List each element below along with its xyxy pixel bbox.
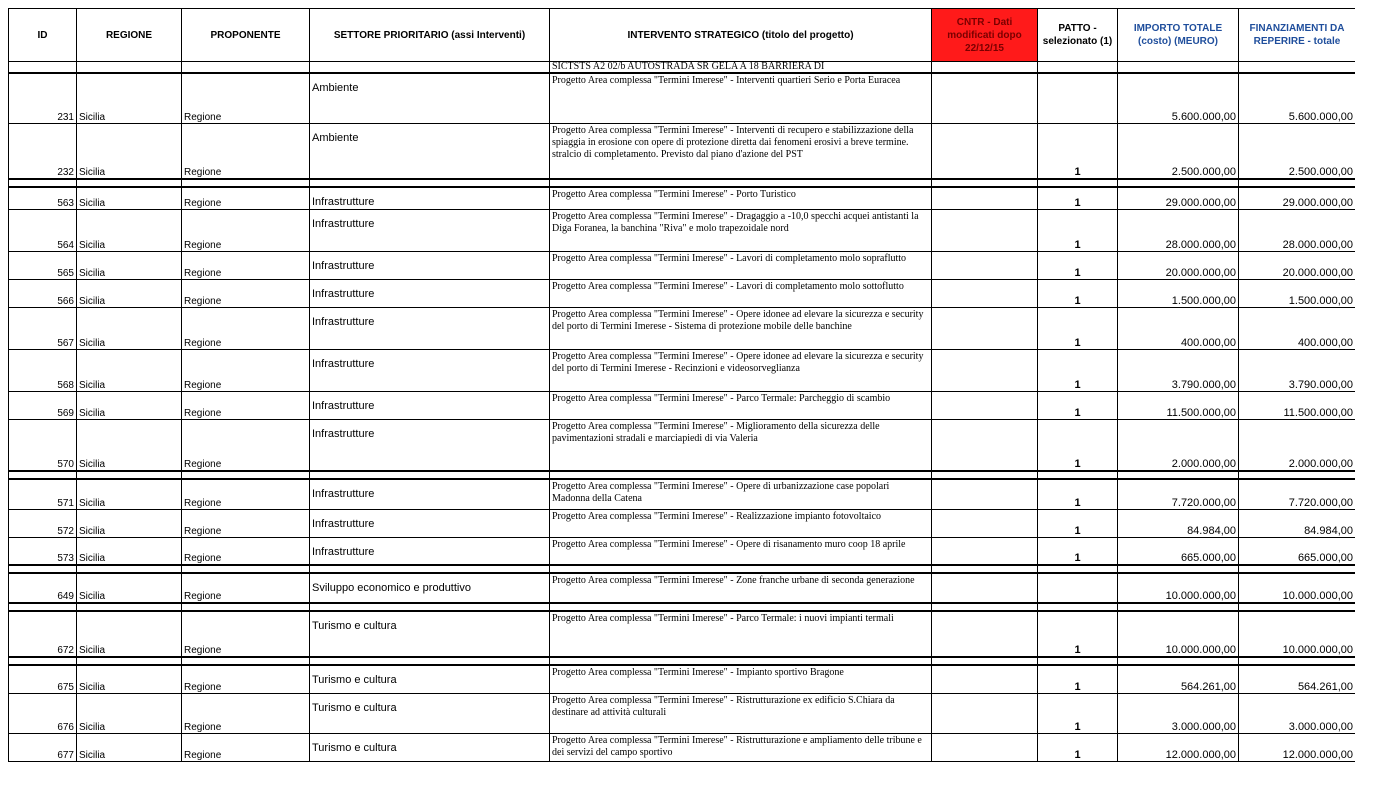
table-row xyxy=(9,573,1356,603)
row-regione[interactable]: Sicilia xyxy=(77,349,182,391)
row-cntr[interactable] xyxy=(932,391,1038,419)
row-titolo[interactable]: Progetto Area complessa "Termini Imerese" - Ristrutturazione ex edificio S.Chiara da destinare ad attività culturali xyxy=(550,693,932,733)
row-settore[interactable]: Infrastrutture xyxy=(310,187,550,209)
separator-cell xyxy=(932,471,1038,479)
separator-cell xyxy=(1038,471,1118,479)
row-cntr[interactable] xyxy=(932,509,1038,537)
row-separator xyxy=(9,657,1356,665)
row-id[interactable]: 564 xyxy=(9,209,77,251)
row-importo[interactable]: 10.000.000,00 xyxy=(1118,611,1239,657)
separator-cell xyxy=(1038,657,1118,665)
separator-cell xyxy=(182,565,310,573)
separator-cell xyxy=(1118,179,1239,187)
separator-cell xyxy=(1118,471,1239,479)
row-settore[interactable]: Infrastrutture xyxy=(310,391,550,419)
row-importo[interactable]: 10.000.000,00 xyxy=(1118,573,1239,603)
cell[interactable] xyxy=(77,62,182,74)
row-regione[interactable]: Sicilia xyxy=(77,693,182,733)
row-titolo[interactable]: Progetto Area complessa "Termini Imerese" - Parco Termale: i nuovi impianti termali xyxy=(550,611,932,657)
row-titolo[interactable]: Progetto Area complessa "Termini Imerese" - Zone franche urbane di seconda generazione xyxy=(550,573,932,603)
row-id[interactable]: 672 xyxy=(9,611,77,657)
cell[interactable] xyxy=(932,62,1038,74)
row-finanziamenti[interactable]: 84.984,00 xyxy=(1239,509,1356,537)
spreadsheet xyxy=(8,8,1355,798)
separator-cell xyxy=(1038,179,1118,187)
separator-cell xyxy=(310,657,550,665)
row-regione[interactable]: Sicilia xyxy=(77,209,182,251)
row-separator xyxy=(9,565,1356,573)
row-settore[interactable]: Infrastrutture xyxy=(310,279,550,307)
row-regione[interactable]: Sicilia xyxy=(77,733,182,761)
row-importo[interactable]: 11.500.000,00 xyxy=(1118,391,1239,419)
row-titolo[interactable]: Progetto Area complessa "Termini Imerese" - Opere di urbanizzazione case popolari Madonna della Catena xyxy=(550,479,932,509)
row-titolo[interactable]: Progetto Area complessa "Termini Imerese" - Opere idonee ad elevare la sicurezza e security del porto di Termini Imerese - Recinzioni e videosorveglianza xyxy=(550,349,932,391)
cell[interactable] xyxy=(1118,62,1239,74)
row-finanziamenti[interactable]: 7.720.000,00 xyxy=(1239,479,1356,509)
header-importo[interactable]: IMPORTO TOTALE (costo) (MEURO) xyxy=(1118,9,1239,62)
table-row xyxy=(9,693,1356,733)
row-regione[interactable]: Sicilia xyxy=(77,251,182,279)
row-regione[interactable]: Sicilia xyxy=(77,419,182,471)
separator-cell xyxy=(550,471,932,479)
row-patto[interactable]: 1 xyxy=(1038,187,1118,209)
row-proponente[interactable]: Regione xyxy=(182,123,310,179)
partial-row-text[interactable]: SICTSTS A2 02/b AUTOSTRADA SR GELA A 18 BARRIERA DI xyxy=(550,62,932,74)
cell[interactable] xyxy=(1239,62,1356,74)
row-patto[interactable] xyxy=(1038,73,1118,123)
row-regione[interactable]: Sicilia xyxy=(77,73,182,123)
row-cntr[interactable] xyxy=(932,733,1038,761)
row-settore[interactable]: Infrastrutture xyxy=(310,537,550,565)
separator-cell xyxy=(9,179,77,187)
row-patto[interactable]: 1 xyxy=(1038,509,1118,537)
separator-cell xyxy=(1239,565,1356,573)
row-proponente[interactable]: Regione xyxy=(182,537,310,565)
row-id[interactable]: 571 xyxy=(9,479,77,509)
row-settore[interactable]: Infrastrutture xyxy=(310,479,550,509)
row-finanziamenti[interactable]: 10.000.000,00 xyxy=(1239,611,1356,657)
row-proponente[interactable]: Regione xyxy=(182,349,310,391)
row-id[interactable]: 572 xyxy=(9,509,77,537)
row-proponente[interactable]: Regione xyxy=(182,251,310,279)
row-id[interactable]: 676 xyxy=(9,693,77,733)
row-importo[interactable]: 20.000.000,00 xyxy=(1118,251,1239,279)
separator-cell xyxy=(1118,657,1239,665)
table-row xyxy=(9,509,1356,537)
row-regione[interactable]: Sicilia xyxy=(77,279,182,307)
row-titolo[interactable]: Progetto Area complessa "Termini Imerese" - Impianto sportivo Bragone xyxy=(550,665,932,693)
table-row xyxy=(9,123,1356,179)
row-titolo[interactable]: Progetto Area complessa "Termini Imerese" - Parco Termale: Parcheggio di scambio xyxy=(550,391,932,419)
cell[interactable] xyxy=(182,62,310,74)
header-finanziamenti[interactable]: FINANZIAMENTI DA REPERIRE - totale xyxy=(1239,9,1356,62)
separator-cell xyxy=(310,179,550,187)
row-cntr[interactable] xyxy=(932,279,1038,307)
row-patto[interactable]: 1 xyxy=(1038,251,1118,279)
row-id[interactable]: 567 xyxy=(9,307,77,349)
row-importo[interactable]: 1.500.000,00 xyxy=(1118,279,1239,307)
table-row xyxy=(9,73,1356,123)
row-proponente[interactable]: Regione xyxy=(182,391,310,419)
row-separator xyxy=(9,471,1356,479)
separator-cell xyxy=(310,471,550,479)
row-patto[interactable]: 1 xyxy=(1038,733,1118,761)
header-cntr[interactable]: CNTR - Dati modificati dopo 22/12/15 xyxy=(932,9,1038,62)
row-cntr[interactable] xyxy=(932,307,1038,349)
row-settore[interactable]: Ambiente xyxy=(310,123,550,179)
row-separator xyxy=(9,179,1356,187)
row-settore[interactable]: Infrastrutture xyxy=(310,419,550,471)
table-row xyxy=(9,537,1356,565)
separator-cell xyxy=(310,565,550,573)
row-cntr[interactable] xyxy=(932,611,1038,657)
row-settore[interactable]: Turismo e cultura xyxy=(310,665,550,693)
row-cntr[interactable] xyxy=(932,349,1038,391)
row-proponente[interactable]: Regione xyxy=(182,279,310,307)
row-patto[interactable]: 1 xyxy=(1038,391,1118,419)
row-proponente[interactable]: Regione xyxy=(182,419,310,471)
row-id[interactable]: 573 xyxy=(9,537,77,565)
row-settore[interactable]: Turismo e cultura xyxy=(310,733,550,761)
row-titolo[interactable]: Progetto Area complessa "Termini Imerese" - Opere idonee ad elevare la sicurezza e security del porto di Termini Imerese - Sistema di protezione mobile delle banchine xyxy=(550,307,932,349)
row-regione[interactable]: Sicilia xyxy=(77,123,182,179)
row-id[interactable]: 566 xyxy=(9,279,77,307)
row-proponente[interactable]: Regione xyxy=(182,73,310,123)
header-intervento[interactable]: INTERVENTO STRATEGICO (titolo del progetto) xyxy=(550,9,932,62)
row-regione[interactable]: Sicilia xyxy=(77,479,182,509)
row-regione[interactable]: Sicilia xyxy=(77,307,182,349)
table-row xyxy=(9,665,1356,693)
cell[interactable] xyxy=(310,62,550,74)
separator-cell xyxy=(1118,565,1239,573)
row-id[interactable]: 649 xyxy=(9,573,77,603)
table-row xyxy=(9,479,1356,509)
header-proponente[interactable]: PROPONENTE xyxy=(182,9,310,62)
cell[interactable] xyxy=(9,62,77,74)
row-finanziamenti[interactable]: 1.500.000,00 xyxy=(1239,279,1356,307)
separator-cell xyxy=(932,603,1038,611)
row-proponente[interactable]: Regione xyxy=(182,187,310,209)
separator-cell xyxy=(550,657,932,665)
separator-cell xyxy=(550,565,932,573)
row-regione[interactable]: Sicilia xyxy=(77,509,182,537)
row-cntr[interactable] xyxy=(932,665,1038,693)
row-patto[interactable]: 1 xyxy=(1038,279,1118,307)
separator-cell xyxy=(1038,603,1118,611)
row-patto[interactable]: 1 xyxy=(1038,209,1118,251)
separator-cell xyxy=(182,471,310,479)
separator-cell xyxy=(182,657,310,665)
row-patto[interactable]: 1 xyxy=(1038,537,1118,565)
row-id[interactable]: 677 xyxy=(9,733,77,761)
row-proponente[interactable]: Regione xyxy=(182,693,310,733)
row-proponente[interactable]: Regione xyxy=(182,611,310,657)
separator-cell xyxy=(182,603,310,611)
row-id[interactable]: 232 xyxy=(9,123,77,179)
separator-cell xyxy=(932,179,1038,187)
separator-cell xyxy=(9,603,77,611)
table-row xyxy=(9,251,1356,279)
row-importo[interactable]: 3.000.000,00 xyxy=(1118,693,1239,733)
table-row xyxy=(9,307,1356,349)
row-proponente[interactable]: Regione xyxy=(182,479,310,509)
separator-cell xyxy=(9,657,77,665)
row-regione[interactable]: Sicilia xyxy=(77,573,182,603)
row-proponente[interactable]: Regione xyxy=(182,209,310,251)
row-finanziamenti[interactable]: 28.000.000,00 xyxy=(1239,209,1356,251)
cell[interactable] xyxy=(1038,62,1118,74)
row-finanziamenti[interactable]: 2.000.000,00 xyxy=(1239,419,1356,471)
table-row xyxy=(9,733,1356,761)
row-settore[interactable]: Infrastrutture xyxy=(310,209,550,251)
row-id[interactable]: 675 xyxy=(9,665,77,693)
table-row xyxy=(9,279,1356,307)
row-settore[interactable]: Sviluppo economico e produttivo xyxy=(310,573,550,603)
separator-cell xyxy=(182,179,310,187)
row-settore[interactable]: Infrastrutture xyxy=(310,349,550,391)
row-cntr[interactable] xyxy=(932,123,1038,179)
row-settore[interactable]: Infrastrutture xyxy=(310,307,550,349)
row-finanziamenti[interactable]: 29.000.000,00 xyxy=(1239,187,1356,209)
row-proponente[interactable]: Regione xyxy=(182,573,310,603)
row-finanziamenti[interactable]: 564.261,00 xyxy=(1239,665,1356,693)
row-finanziamenti[interactable]: 665.000,00 xyxy=(1239,537,1356,565)
row-patto[interactable]: 1 xyxy=(1038,419,1118,471)
row-titolo[interactable]: Progetto Area complessa "Termini Imerese" - Interventi quartieri Serio e Porta Euracea xyxy=(550,73,932,123)
row-cntr[interactable] xyxy=(932,209,1038,251)
row-id[interactable]: 563 xyxy=(9,187,77,209)
row-titolo[interactable]: Progetto Area complessa "Termini Imerese" - Realizzazione impianto fotovoltaico xyxy=(550,509,932,537)
table-row xyxy=(9,187,1356,209)
row-titolo[interactable]: Progetto Area complessa "Termini Imerese" - Dragaggio a -10,0 specchi acquei antistanti la Diga Foranea, la banchina "Riva" e molo trapezoidale nord xyxy=(550,209,932,251)
header-row xyxy=(9,9,1356,62)
header-patto[interactable]: PATTO - selezionato (1) xyxy=(1038,9,1118,62)
row-importo[interactable]: 2.000.000,00 xyxy=(1118,419,1239,471)
row-patto[interactable]: 1 xyxy=(1038,611,1118,657)
row-importo[interactable]: 400.000,00 xyxy=(1118,307,1239,349)
row-cntr[interactable] xyxy=(932,73,1038,123)
row-finanziamenti[interactable]: 3.000.000,00 xyxy=(1239,693,1356,733)
separator-cell xyxy=(77,179,182,187)
separator-cell xyxy=(1239,179,1356,187)
separator-cell xyxy=(9,471,77,479)
header-id[interactable]: ID xyxy=(9,9,77,62)
row-proponente[interactable]: Regione xyxy=(182,733,310,761)
row-patto[interactable]: 1 xyxy=(1038,693,1118,733)
row-id[interactable]: 570 xyxy=(9,419,77,471)
separator-cell xyxy=(1118,603,1239,611)
row-importo[interactable]: 29.000.000,00 xyxy=(1118,187,1239,209)
row-finanziamenti[interactable]: 11.500.000,00 xyxy=(1239,391,1356,419)
separator-cell xyxy=(1239,657,1356,665)
separator-cell xyxy=(1239,603,1356,611)
row-cntr[interactable] xyxy=(932,537,1038,565)
row-finanziamenti[interactable]: 5.600.000,00 xyxy=(1239,73,1356,123)
row-finanziamenti[interactable]: 3.790.000,00 xyxy=(1239,349,1356,391)
row-importo[interactable]: 3.790.000,00 xyxy=(1118,349,1239,391)
separator-cell xyxy=(550,603,932,611)
row-titolo[interactable]: Progetto Area complessa "Termini Imerese" - Lavori di completamento molo sopraflutto xyxy=(550,251,932,279)
row-cntr[interactable] xyxy=(932,479,1038,509)
row-titolo[interactable]: Progetto Area complessa "Termini Imerese" - Opere di risanamento muro coop 18 aprile xyxy=(550,537,932,565)
row-regione[interactable]: Sicilia xyxy=(77,665,182,693)
row-settore[interactable]: Infrastrutture xyxy=(310,509,550,537)
row-patto[interactable]: 1 xyxy=(1038,123,1118,179)
row-patto[interactable]: 1 xyxy=(1038,307,1118,349)
row-finanziamenti[interactable]: 2.500.000,00 xyxy=(1239,123,1356,179)
row-regione[interactable]: Sicilia xyxy=(77,391,182,419)
header-settore[interactable]: SETTORE PRIORITARIO (assi Interventi) xyxy=(310,9,550,62)
row-cntr[interactable] xyxy=(932,573,1038,603)
row-cntr[interactable] xyxy=(932,693,1038,733)
row-finanziamenti[interactable]: 400.000,00 xyxy=(1239,307,1356,349)
row-importo[interactable]: 665.000,00 xyxy=(1118,537,1239,565)
row-id[interactable]: 569 xyxy=(9,391,77,419)
row-id[interactable]: 568 xyxy=(9,349,77,391)
row-titolo[interactable]: Progetto Area complessa "Termini Imerese" - Ristrutturazione e ampliamento delle tribune e dei servizi del campo sportivo xyxy=(550,733,932,761)
row-titolo[interactable]: Progetto Area complessa "Termini Imerese" - Lavori di completamento molo sottoflutto xyxy=(550,279,932,307)
row-finanziamenti[interactable]: 10.000.000,00 xyxy=(1239,573,1356,603)
row-cntr[interactable] xyxy=(932,419,1038,471)
table-row xyxy=(9,611,1356,657)
row-importo[interactable]: 564.261,00 xyxy=(1118,665,1239,693)
row-id[interactable]: 231 xyxy=(9,73,77,123)
row-settore[interactable]: Infrastrutture xyxy=(310,251,550,279)
row-patto[interactable] xyxy=(1038,573,1118,603)
row-titolo[interactable]: Progetto Area complessa "Termini Imerese" - Porto Turistico xyxy=(550,187,932,209)
row-finanziamenti[interactable]: 12.000.000,00 xyxy=(1239,733,1356,761)
row-titolo[interactable]: Progetto Area complessa "Termini Imerese" - Interventi di recupero e stabilizzazione della spiaggia in erosione con opere di protezione diretta dai fenomeni erosivi a breve termine. stralcio di completamento. Previsto dal piano d'azione del PST xyxy=(550,123,932,179)
separator-cell xyxy=(77,565,182,573)
row-importo[interactable]: 84.984,00 xyxy=(1118,509,1239,537)
row-settore[interactable]: Turismo e cultura xyxy=(310,693,550,733)
row-proponente[interactable]: Regione xyxy=(182,509,310,537)
row-regione[interactable]: Sicilia xyxy=(77,611,182,657)
row-regione[interactable]: Sicilia xyxy=(77,187,182,209)
row-proponente[interactable]: Regione xyxy=(182,665,310,693)
row-importo[interactable]: 5.600.000,00 xyxy=(1118,73,1239,123)
separator-cell xyxy=(932,657,1038,665)
separator-cell xyxy=(77,471,182,479)
row-regione[interactable]: Sicilia xyxy=(77,537,182,565)
table-row xyxy=(9,419,1356,471)
header-regione[interactable]: REGIONE xyxy=(77,9,182,62)
partial-row xyxy=(9,62,1356,74)
row-titolo[interactable]: Progetto Area complessa "Termini Imerese" - Miglioramento della sicurezza delle pavimentazioni stradali e marciapiedi di via Valeria xyxy=(550,419,932,471)
separator-cell xyxy=(77,603,182,611)
separator-cell xyxy=(310,603,550,611)
separator-cell xyxy=(1239,471,1356,479)
table-row xyxy=(9,209,1356,251)
row-importo[interactable]: 28.000.000,00 xyxy=(1118,209,1239,251)
row-proponente[interactable]: Regione xyxy=(182,307,310,349)
separator-cell xyxy=(1038,565,1118,573)
row-settore[interactable]: Turismo e cultura xyxy=(310,611,550,657)
row-finanziamenti[interactable]: 20.000.000,00 xyxy=(1239,251,1356,279)
table-row xyxy=(9,391,1356,419)
projects-table xyxy=(8,8,1355,762)
row-importo[interactable]: 12.000.000,00 xyxy=(1118,733,1239,761)
row-id[interactable]: 565 xyxy=(9,251,77,279)
row-settore[interactable]: Ambiente xyxy=(310,73,550,123)
separator-cell xyxy=(550,179,932,187)
row-importo[interactable]: 7.720.000,00 xyxy=(1118,479,1239,509)
row-patto[interactable]: 1 xyxy=(1038,479,1118,509)
row-patto[interactable]: 1 xyxy=(1038,349,1118,391)
row-cntr[interactable] xyxy=(932,251,1038,279)
separator-cell xyxy=(77,657,182,665)
table-row xyxy=(9,349,1356,391)
row-patto[interactable]: 1 xyxy=(1038,665,1118,693)
row-cntr[interactable] xyxy=(932,187,1038,209)
row-importo[interactable]: 2.500.000,00 xyxy=(1118,123,1239,179)
separator-cell xyxy=(932,565,1038,573)
separator-cell xyxy=(9,565,77,573)
row-separator xyxy=(9,603,1356,611)
